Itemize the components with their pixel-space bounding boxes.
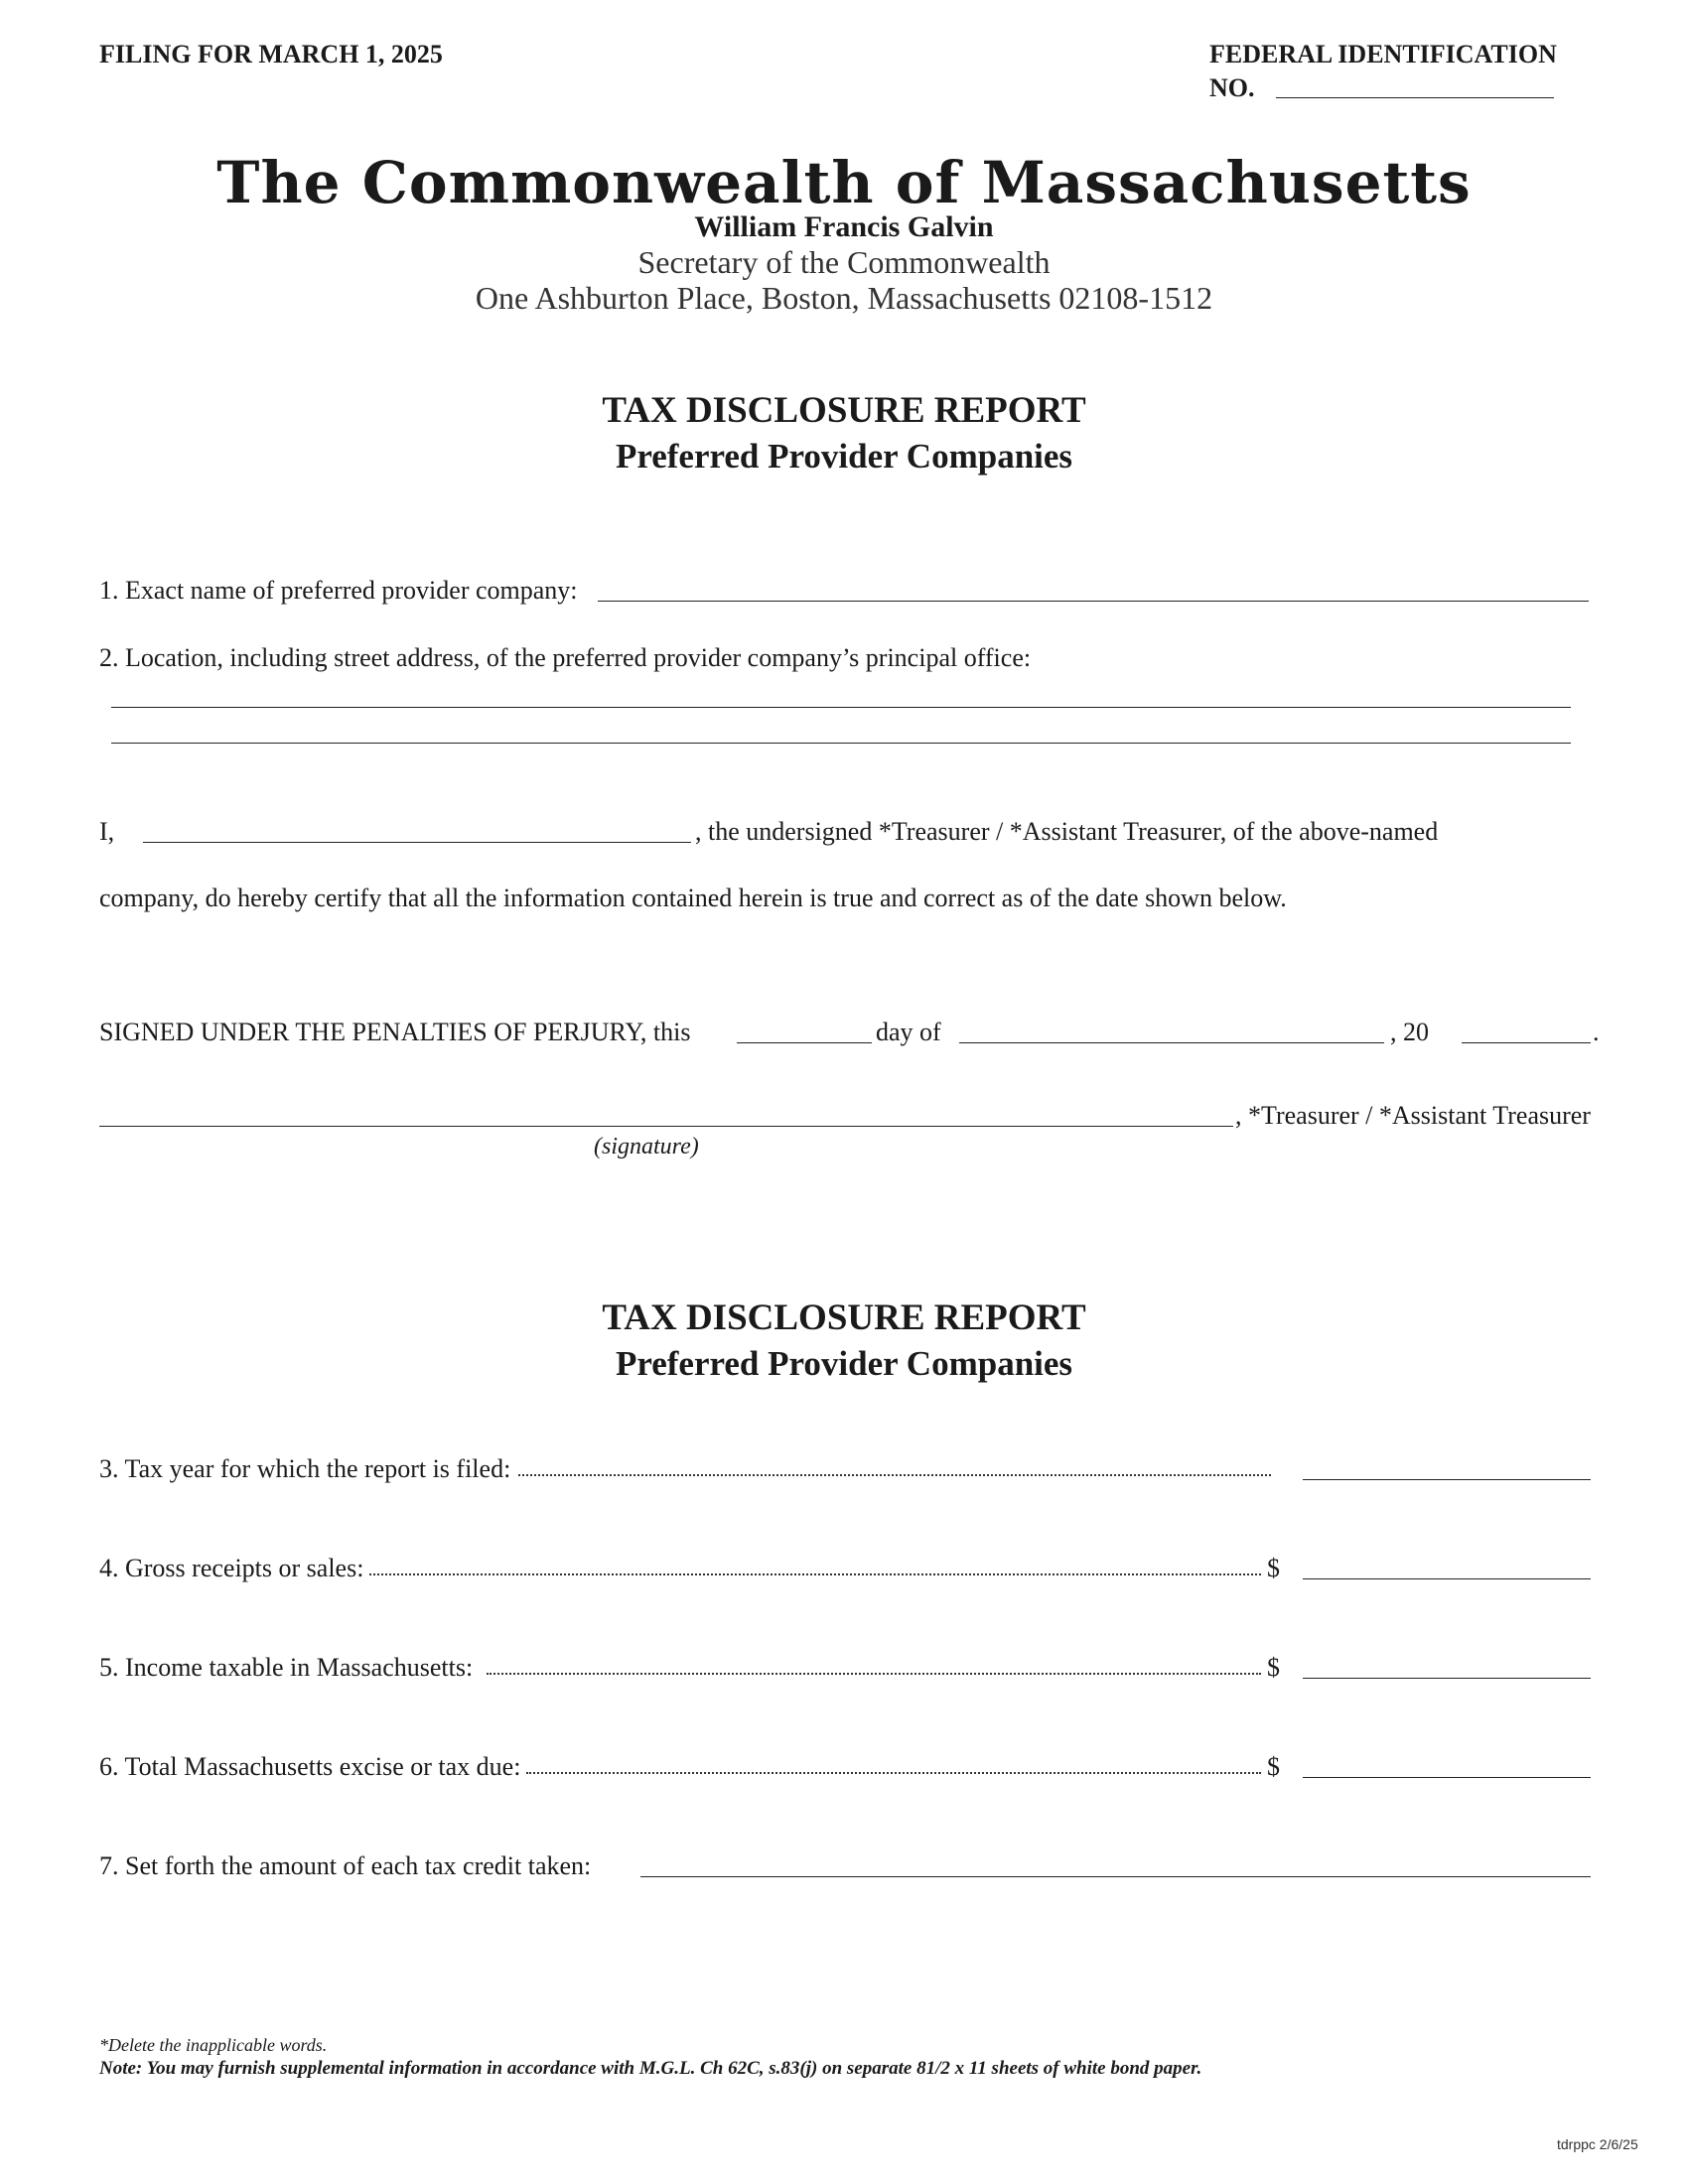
month-field[interactable] <box>959 1042 1384 1043</box>
federal-id-field[interactable] <box>1276 97 1554 98</box>
tax-credit-field[interactable] <box>640 1876 1591 1877</box>
gross-receipts-field[interactable] <box>1303 1578 1591 1579</box>
secretary-office: Secretary of the Commonwealth <box>637 244 1051 280</box>
item4-label: 4. Gross receipts or sales: <box>99 1554 364 1582</box>
certify-text-2: company, do hereby certify that all the information contained herein is true and correct as of the date shown below. <box>99 884 1287 912</box>
report-subtitle: Preferred Provider Companies <box>615 437 1073 476</box>
tax-due-field[interactable] <box>1303 1777 1591 1778</box>
item4-currency: $ <box>1267 1554 1280 1582</box>
certify-text-1: , the undersigned *Treasurer / *Assistant Treasurer, of the above-named <box>695 817 1439 846</box>
signature-field[interactable] <box>99 1126 1233 1127</box>
item3-leader <box>518 1474 1271 1476</box>
report-title-2: TAX DISCLOSURE REPORT <box>602 1297 1086 1338</box>
signature-caption: (signature) <box>594 1134 699 1160</box>
secretary-name: William Francis Galvin <box>694 210 994 243</box>
address-line-2-field[interactable] <box>111 743 1571 744</box>
day-of-label: day of <box>876 1018 941 1046</box>
item6-currency: $ <box>1267 1752 1280 1781</box>
day-field[interactable] <box>737 1042 872 1043</box>
year-field[interactable] <box>1462 1042 1591 1043</box>
year-prefix-label: , 20 <box>1390 1018 1429 1046</box>
filing-date: FILING FOR MARCH 1, 2025 <box>99 40 443 68</box>
footnote-supplemental: Note: You may furnish supplemental information in accordance with M.G.L. Ch 62C, s.83(j) on separate 81/2 x 11 sheets of white bond paper. <box>99 2058 1202 2079</box>
taxable-income-field[interactable] <box>1303 1678 1591 1679</box>
item7-label: 7. Set forth the amount of each tax credit taken: <box>99 1851 592 1880</box>
footnote-delete: *Delete the inapplicable words. <box>99 2035 328 2055</box>
item6-label: 6. Total Massachusetts excise or tax due: <box>99 1752 521 1781</box>
item5-leader <box>487 1673 1261 1675</box>
item1-label: 1. Exact name of preferred provider company: <box>99 576 578 605</box>
office-address: One Ashburton Place, Boston, Massachusetts 02108-1512 <box>475 280 1213 316</box>
period: . <box>1593 1018 1600 1046</box>
federal-id-no-label: NO. <box>1209 73 1255 102</box>
treasurer-name-field[interactable] <box>143 842 691 843</box>
tax-year-field[interactable] <box>1303 1479 1591 1480</box>
item2-label: 2. Location, including street address, of the preferred provider company’s principal office: <box>99 643 1032 672</box>
company-name-field[interactable] <box>598 601 1589 602</box>
item5-currency: $ <box>1267 1653 1280 1682</box>
report-title: TAX DISCLOSURE REPORT <box>602 390 1086 431</box>
certify-prefix: I, <box>99 817 115 846</box>
signed-label: SIGNED UNDER THE PENALTIES OF PERJURY, this <box>99 1018 691 1046</box>
item6-leader <box>526 1772 1261 1774</box>
form-id: tdrppc 2/6/25 <box>1557 2136 1638 2152</box>
federal-id-label: FEDERAL IDENTIFICATION <box>1209 40 1557 68</box>
item3-label: 3. Tax year for which the report is filed: <box>99 1454 511 1483</box>
item5-label: 5. Income taxable in Massachusetts: <box>99 1653 474 1682</box>
commonwealth-title: The Commonwealth of Massachusetts <box>216 149 1472 216</box>
report-subtitle-2: Preferred Provider Companies <box>615 1344 1073 1383</box>
address-line-1-field[interactable] <box>111 707 1571 708</box>
signer-role: , *Treasurer / *Assistant Treasurer <box>1235 1101 1591 1130</box>
item4-leader <box>369 1573 1261 1575</box>
